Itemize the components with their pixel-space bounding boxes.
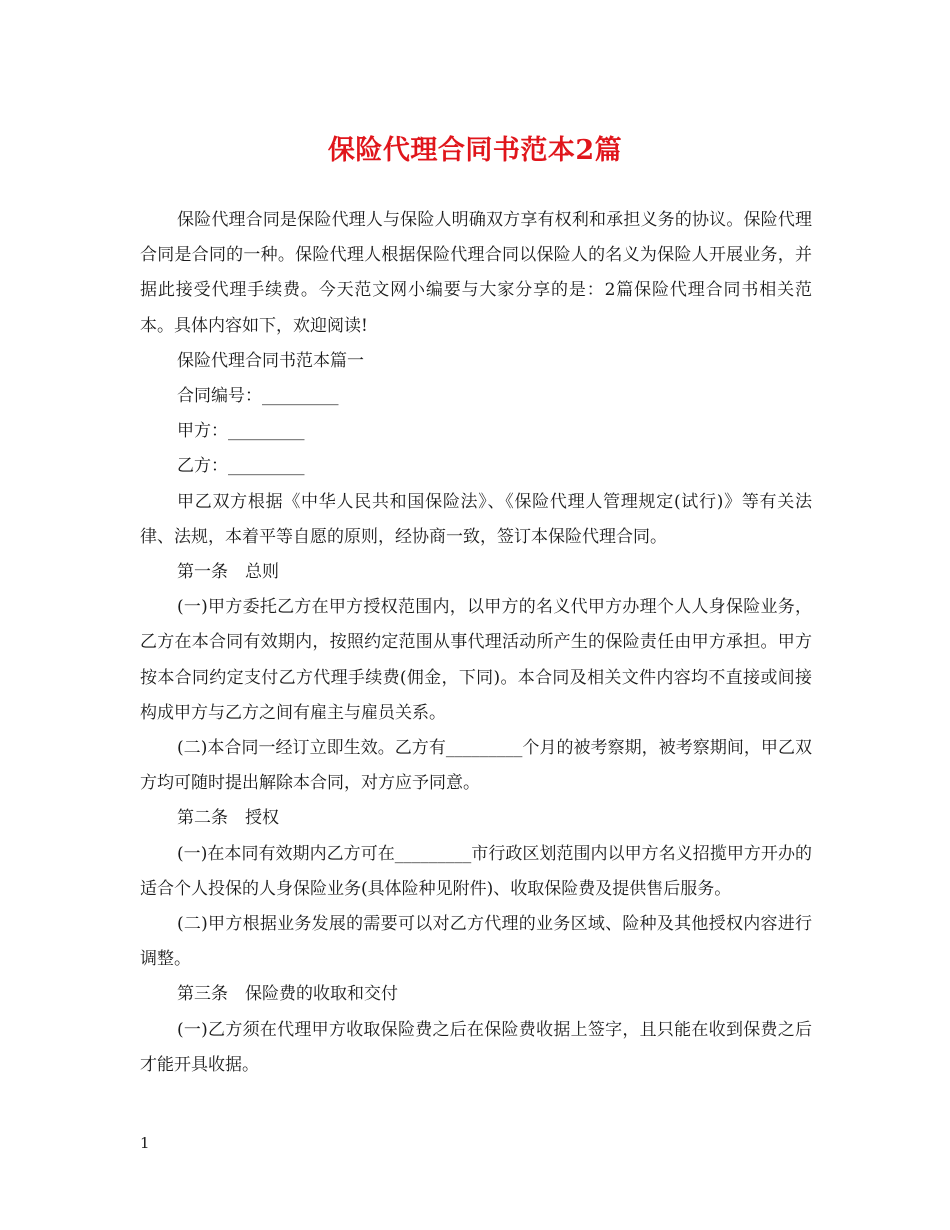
paragraph-article-3-clause-1: (一)乙方须在代理甲方收取保险费之后在保险费收据上签字，且只能在收到保费之后才能开具收据。 xyxy=(140,1019,812,1075)
paragraph-article-1-clause-2: (二)本合同一经订立即生效。乙方有_________个月的被考察期，被考察期间，甲乙双方均可随时提出解除本合同，对方应予同意。 xyxy=(140,738,812,794)
document-title: 保险代理合同书范本2篇 xyxy=(327,135,623,166)
paragraph-section-heading: 保险代理合同书范本篇一 xyxy=(177,350,364,371)
paragraph-article-1-heading: 第一条 总则 xyxy=(177,562,279,583)
paragraph-article-2-heading: 第二条 授权 xyxy=(177,808,279,829)
paragraph-preamble: 甲乙双方根据《中华人民共和国保险法》、《保险代理人管理规定(试行)》等有关法律、法规，本着平等自愿的原则，经协商一致，签订本保险代理合同。 xyxy=(140,491,812,547)
document-body xyxy=(140,203,812,1083)
paragraph-intro: 保险代理合同是保险代理人与保险人明确双方享有权利和承担义务的协议。保险代理合同是合同的一种。保险代理人根据保险代理合同以保险人的名义为保险人开展业务，并据此接受代理手续费。今天范文网小编要与大家分享的是：2篇保险代理合同书相关范本。具体内容如下，欢迎阅读! xyxy=(140,210,812,336)
paragraph-party-a: 甲方：_________ xyxy=(177,421,305,442)
page-number: 1 xyxy=(140,1134,150,1152)
paragraph-article-3-heading: 第三条 保险费的收取和交付 xyxy=(177,984,398,1005)
paragraph-article-1-clause-1: (一)甲方委托乙方在甲方授权范围内，以甲方的名义代甲方办理个人人身保险业务，乙方在本合同有效期内，按照约定范围从事代理活动所产生的保险责任由甲方承担。甲方按本合同约定支付乙方代理手续费(佣金，下同)。本合同及相关文件内容均不直接或间接构成甲方与乙方之间有雇主与雇员关系。 xyxy=(140,597,812,723)
paragraph-article-2-clause-2: (二)甲方根据业务发展的需要可以对乙方代理的业务区域、险种及其他授权内容进行调整。 xyxy=(140,914,812,970)
paragraph-contract-number: 合同编号：_________ xyxy=(177,386,339,407)
paragraph-party-b: 乙方：_________ xyxy=(177,456,305,477)
paragraph-article-2-clause-1: (一)在本同有效期内乙方可在_________市行政区划范围内以甲方名义招揽甲方开办的适合个人投保的人身保险业务(具体险种见附件)、收取保险费及提供售后服务。 xyxy=(140,843,812,899)
